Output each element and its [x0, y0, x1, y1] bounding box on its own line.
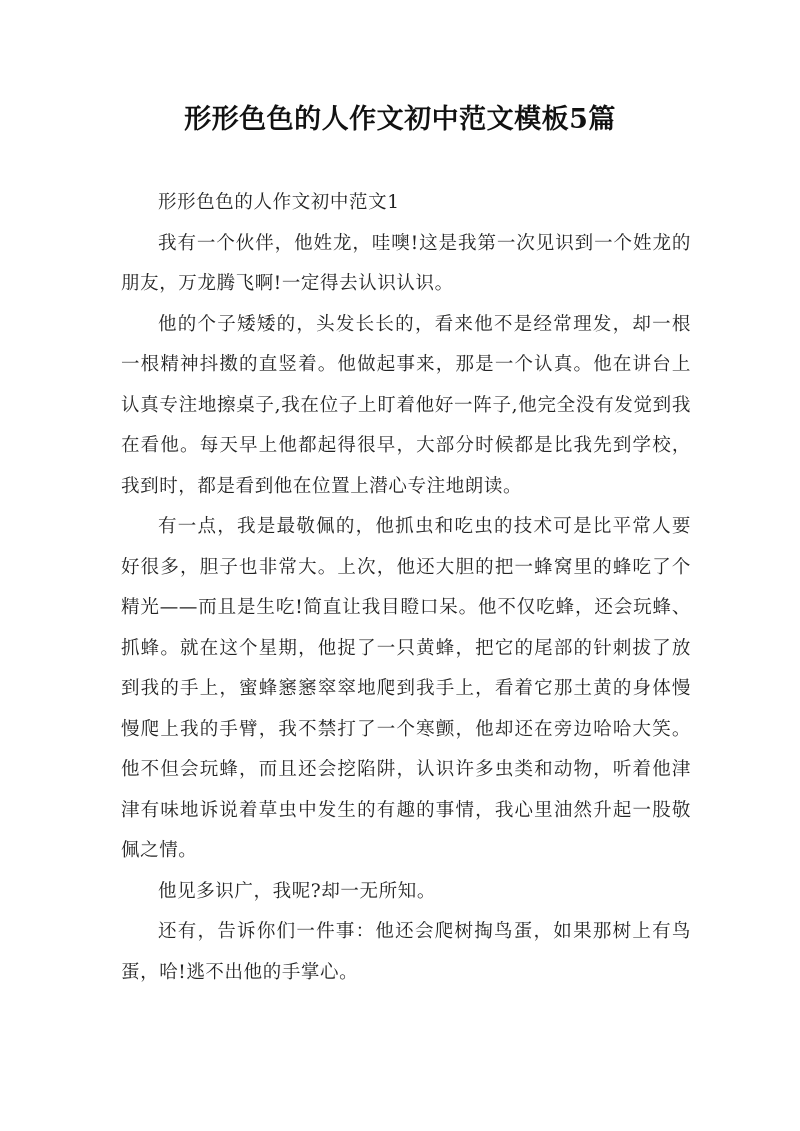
paragraph-3: 有一点，我是最敬佩的，他抓虫和吃虫的技术可是比平常人要好很多，胆子也非常大。上次，他还大胆的把一蜂窝里的蜂吃了个精光——而且是生吃!简直让我目瞪口呆。他不仅吃蜂，还会玩蜂、抓蜂。就在这个星期，他捉了一只黄蜂，把它的尾部的针刺拔了放到我的手上，蜜蜂窸窸窣窣地爬到我手上，看着它那土黄的身体慢慢爬上我的手臂，我不禁打了一个寒颤，他却还在旁边哈哈大笑。他不但会玩蜂，而且还会挖陷阱，认识许多虫类和动物，听着他津津有味地诉说着草虫中发生的有趣的事情，我心里油然升起一股敬佩之情。 [121, 516, 691, 861]
document-title: 形形色色的人作文初中范文模板5篇 [184, 104, 616, 135]
document-body [121, 183, 691, 993]
section-subheading: 形形色色的人作文初中范文1 [158, 192, 400, 213]
paragraph-2: 他的个子矮矮的，头发长长的，看来他不是经常理发，却一根一根精神抖擞的直竖着。他做起事来，那是一个认真。他在讲台上认真专注地擦桌子,我在位子上盯着他好一阵子,他完全没有发觉到我在看他。每天早上他都起得很早，大部分时候都是比我先到学校，我到时，都是看到他在位置上潜心专注地朗读。 [121, 313, 691, 497]
paragraph-4: 他见多识广，我呢?却一无所知。 [158, 880, 436, 902]
paragraph-5: 还有，告诉你们一件事：他还会爬树掏鸟蛋，如果那树上有鸟蛋，哈!逃不出他的手掌心。 [121, 921, 691, 983]
paragraph-1: 我有一个伙伴，他姓龙，哇噢!这是我第一次见识到一个姓龙的朋友，万龙腾飞啊!一定得去认识认识。 [121, 232, 691, 294]
